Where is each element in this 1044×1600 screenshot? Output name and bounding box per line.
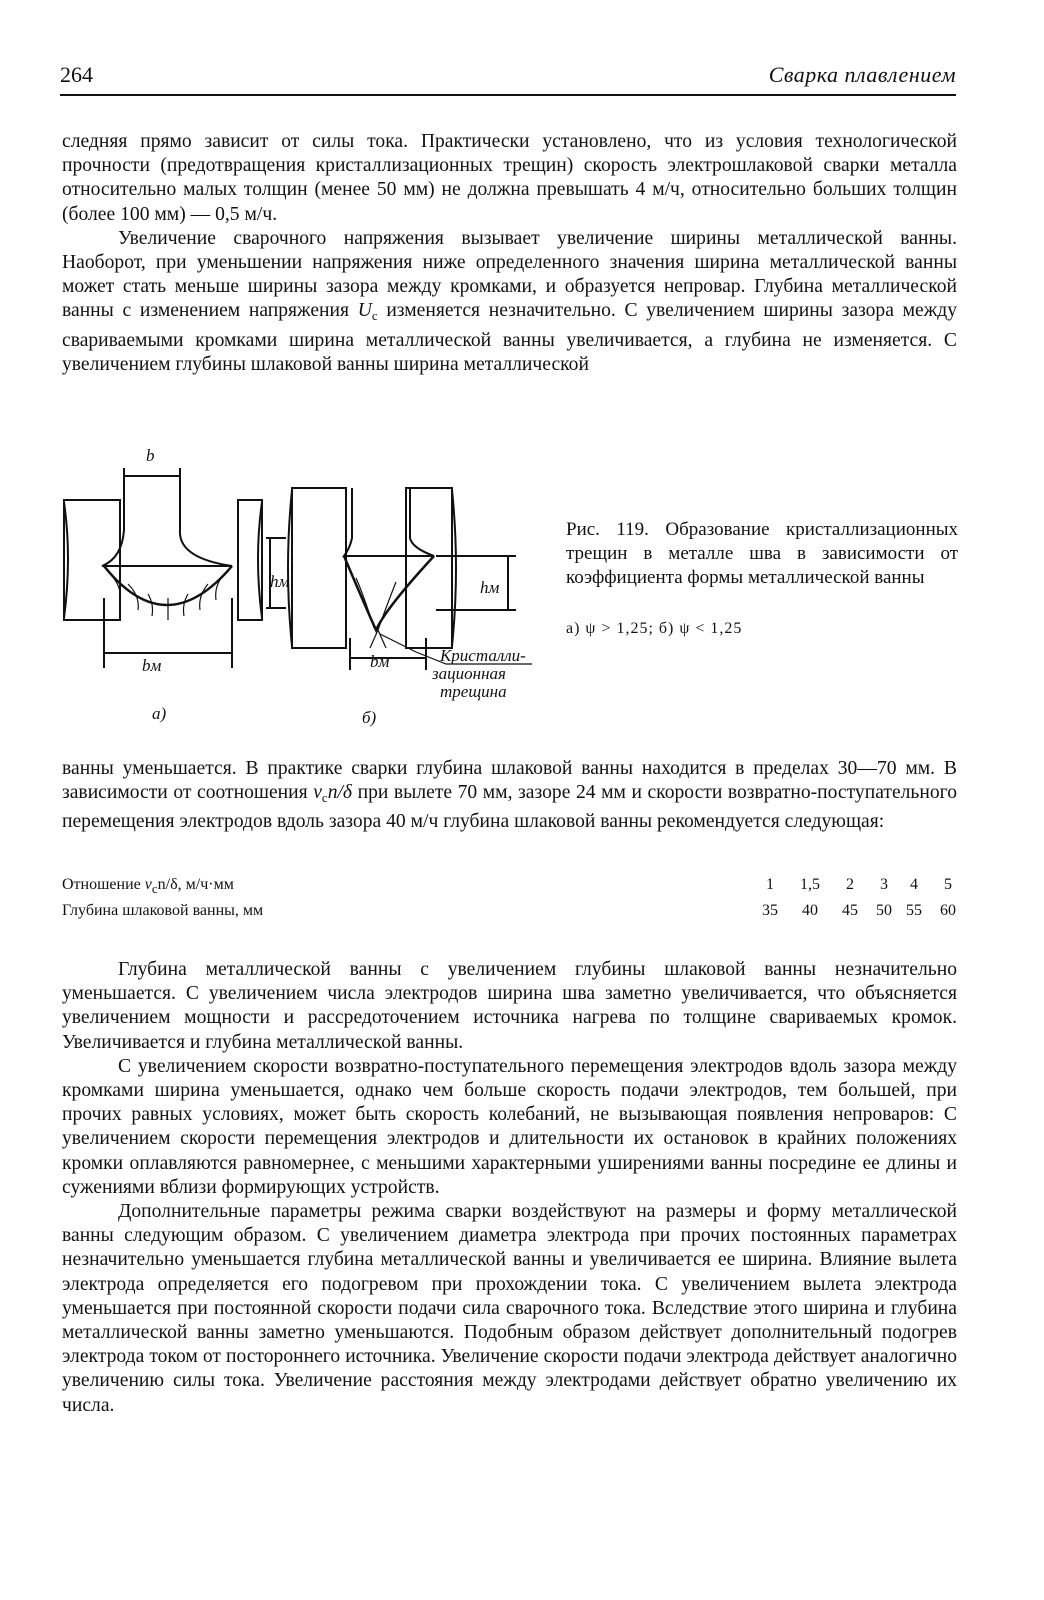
table-cell: 3	[880, 876, 888, 893]
label-bm-a: bм	[142, 656, 162, 675]
ratio-rest: n/δ	[327, 782, 353, 804]
header-rule	[60, 94, 956, 96]
paragraph-6: Дополнительные параметры режима сварки воздействуют на размеры и форму металлической ванны следующим образом. С увеличением диаметра электрода при прочих постоянных параметрах незначительно уменьшается глубина металлической ванны и увеличивается ее ширина. Влияние вылета электрода определяется его подогревом при прохождении тока. С увеличением вылета электрода уменьшается при постоянной скорости подачи сила сварочного тока. Вследствие этого ширина и глубина металлической ванны заметно уменьшаются. Подобным образом действует дополнительный подогрев электрода током от постороннего источника. Увеличение скорости подачи электрода действует аналогично увеличению силы тока. Увеличение расстояния между электродами действует обратно увеличению их числа.	[62, 1201, 957, 1416]
table-cell: 4	[910, 876, 918, 893]
label-panel-a: а)	[152, 704, 167, 723]
label-bm-b: bм	[370, 652, 390, 671]
body-text-top	[62, 130, 957, 377]
figure-caption-legend: а) ψ > 1,25; б) ψ < 1,25	[566, 620, 743, 637]
panel-a-drawing	[64, 468, 286, 668]
paragraph-1: следняя прямо зависит от силы тока. Практически установлено, что из условия технологической прочности (предотвращения кристаллизационных трещин) скорость электрошлаковой сварки металла относительно малых толщин (менее 50 мм) не должна превышать 4 м/ч, относительно больших толщин (более 100 мм) — 0,5 м/ч.	[62, 131, 957, 225]
body-text-bottom	[62, 958, 957, 1418]
page-number: 264	[60, 62, 93, 87]
table-cell: 35	[762, 902, 778, 919]
label-panel-b: б)	[362, 708, 377, 727]
label-b: b	[146, 446, 155, 465]
table-cell: 1	[766, 876, 774, 893]
paragraph-4: Глубина металлической ванны с увеличением глубины шлаковой ванны незначительно уменьшается. С увеличением числа электродов ширина шва заметно увеличивается, что объясняется увеличением мощности и рассредоточением источника нагрева по толщине свариваемых кромок. Увеличивается и глубина металлической ванны.	[62, 959, 957, 1053]
table-cell: 5	[944, 876, 952, 893]
body-text-middle	[62, 757, 957, 835]
label-crack-2: зационная	[432, 664, 506, 683]
label-crack-3: трещина	[440, 682, 507, 701]
ratio-sub: с	[321, 790, 328, 806]
paragraph-3-text-a: ванны уменьшается. В практике сварки глубина шлаковой ванны находится в пределах 30—70 мм. В зависимости от соотношения	[62, 758, 957, 804]
row-label-ratio	[62, 876, 234, 897]
row-label-ratio-b: n/δ, м/ч·мм	[157, 876, 234, 893]
label-hm-b: hм	[480, 578, 500, 597]
row-label-ratio-sub: с	[151, 881, 158, 896]
paragraph-2	[62, 227, 957, 377]
table-cell: 1,5	[800, 876, 820, 893]
paragraph-3	[62, 757, 957, 835]
table-cell: 40	[802, 902, 818, 919]
row-label-depth: Глубина шлаковой ванны, мм	[62, 902, 264, 919]
label-crack-1: Кристалли-	[440, 646, 526, 665]
table-cell: 45	[842, 902, 858, 919]
figure-caption: Рис. 119. Образование кристаллизационных трещин в металле шва в зависимости от коэффициента формы металлической ванны	[566, 519, 958, 588]
table-cell: 55	[906, 902, 922, 919]
table-row	[62, 876, 962, 902]
paragraph-3-text-b: при вылете 70 мм, зазоре 24 мм и скорости возвратно-поступательного перемещения электродов вдоль зазора 40 м/ч глубина шлаковой ванны рекомендуется следующая:	[62, 782, 957, 833]
voltage-subscript: с	[371, 308, 378, 324]
running-head: Сварка плавлением	[768, 62, 956, 87]
row-label-ratio-a: Отношение	[62, 876, 145, 893]
paragraph-5: С увеличением скорости возвратно-поступательного перемещения электродов вдоль зазора между кромками ширина уменьшается, однако чем больше скорость подачи электродов, тем большей, при прочих равных условиях, может быть скорость колебаний, не вызывающая появления непроваров: С увеличением скорости перемещения электродов и длительности их остановок в крайних положениях кромки оплавляются равномернее, с меньшими характерными уширениями ванны посредине ее длины и сужениями вблизи формирующих устройств.	[62, 1055, 957, 1198]
figure-119	[56, 448, 556, 738]
ratio-v: v	[313, 782, 322, 804]
paragraph-2-text-a: Увеличение сварочного напряжения вызывает увеличение ширины металлической ванны. Наоборот, при уменьшении напряжения ниже определенного значения ширина металлической ванны может стать меньше ширины зазора между кромками, и образуется непровар. Глубина металлической ванны с изменением напряжения	[62, 227, 957, 322]
row-label-ratio-v: v	[144, 876, 152, 893]
table-cell: 50	[876, 902, 892, 919]
table-cell: 60	[940, 902, 956, 919]
label-hm-a: hм	[270, 572, 290, 591]
table-row	[62, 902, 962, 928]
paragraph-2-text-b: изменяется незначительно. С увеличением ширины зазора между свариваемыми кромками ширина металлической ванны увеличивается, а глубина не изменяется. С увеличением глубины шлаковой ванны ширина металлической	[62, 300, 957, 375]
table-cell: 2	[846, 876, 854, 893]
voltage-symbol: U	[357, 300, 372, 322]
slag-depth-table	[62, 876, 962, 928]
